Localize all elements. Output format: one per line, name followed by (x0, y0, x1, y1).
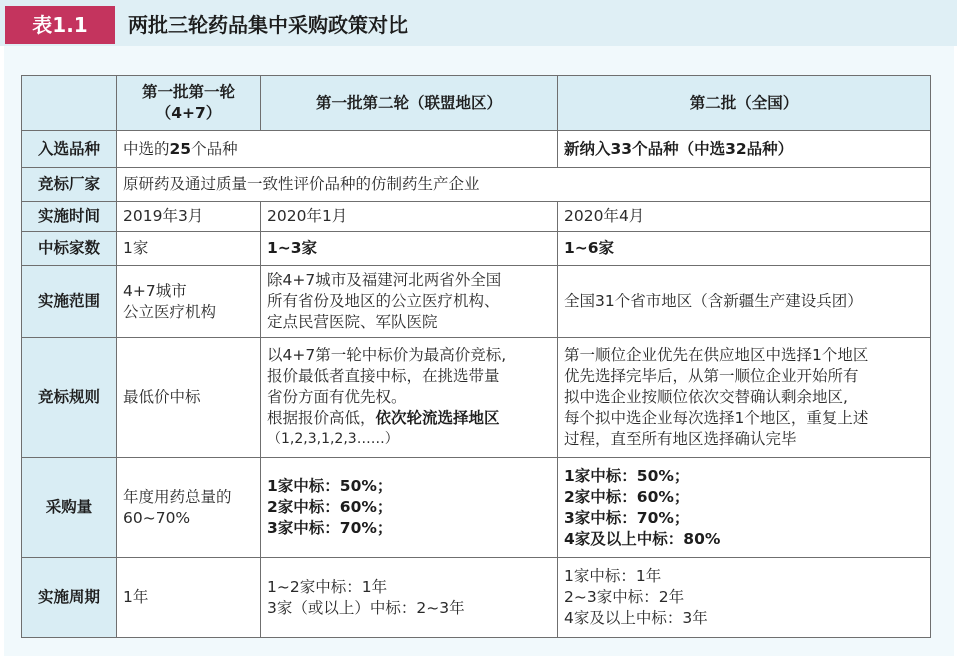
table-title: 两批三轮药品集中采购政策对比 (128, 13, 408, 37)
cell-line: 公立医疗机构 (123, 302, 217, 321)
cell-line: 每个拟中选企业每次选择1个地区，重复上述 (564, 409, 869, 427)
cell-line (267, 408, 551, 429)
table-cell (261, 558, 558, 638)
cell-line: 优先选择完毕后，从第一顺位企业开始所有 (564, 367, 859, 385)
column-header-line: （4+7） (155, 104, 222, 122)
table-row (22, 232, 931, 266)
cell-line: 1家中标：50%； (564, 466, 690, 485)
row-header: 实施时间 (22, 202, 117, 232)
cell-line: 1家中标：1年 (564, 567, 662, 585)
column-header-batch1-round2: 第一批第二轮（联盟地区） (261, 76, 558, 131)
cell-line: 3家中标：70%； (267, 519, 393, 537)
table-cell: 2019年3月 (117, 202, 261, 232)
cell-line: 4家及以上中标：3年 (564, 609, 708, 627)
row-header: 竞标厂家 (22, 168, 117, 202)
row-header: 竞标规则 (22, 338, 117, 458)
policy-comparison-table (21, 75, 931, 638)
cell-number: 25 (169, 139, 192, 158)
table-cell (558, 458, 931, 558)
table-cell: 原研药及通过质量一致性评价品种的仿制药生产企业 (117, 168, 931, 202)
table-cell (558, 558, 931, 638)
cell-line: 3家中标：70%； (564, 508, 690, 527)
cell-line: 第一顺位企业优先在供应地区中选择1个地区 (564, 346, 869, 364)
cell-text: 个品种 (191, 139, 238, 158)
cell-line: 过程，直至所有地区选择确认完毕 (564, 430, 797, 448)
table-row (22, 266, 931, 338)
table-cell (117, 458, 261, 558)
table-number-badge: 表1.1 (5, 6, 115, 44)
cell-line: 拟中选企业按顺位依次交替确认剩余地区, (564, 388, 848, 406)
row-header: 采购量 (22, 458, 117, 558)
cell-line: （1,2,3,1,2,3……） (267, 431, 399, 447)
table-cell: 1家 (117, 232, 261, 266)
table-cell: 1~3家 (261, 232, 558, 266)
cell-line: 60~70% (123, 508, 191, 527)
title-bar (0, 0, 957, 46)
cell-text-bold: 依次轮流选择地区 (375, 409, 500, 427)
cell-line: 省份方面有优先权。 (267, 388, 407, 406)
cell-line: 报价最低者直接中标，在挑选带量 (267, 367, 500, 385)
column-header-batch1-round1 (117, 76, 261, 131)
table-cell: 1年 (117, 558, 261, 638)
row-header: 实施范围 (22, 266, 117, 338)
table-row (22, 558, 931, 638)
table-cell: 2020年4月 (558, 202, 931, 232)
table-row (22, 338, 931, 458)
table-cell (117, 131, 558, 168)
row-header: 中标家数 (22, 232, 117, 266)
table-cell: 1~6家 (558, 232, 931, 266)
cell-line: 所有省份及地区的公立医疗机构、 (267, 292, 500, 310)
column-header-line: 第一批第一轮 (141, 83, 235, 101)
cell-line: 2家中标：60%； (564, 487, 690, 506)
table-cell (117, 266, 261, 338)
cell-text: 根据报价高低， (267, 409, 376, 427)
table-cell: 2020年1月 (261, 202, 558, 232)
cell-line: 3家（或以上）中标：2~3年 (267, 598, 465, 617)
table-cell: 全国31个省市地区（含新疆生产建设兵团） (558, 266, 931, 338)
cell-line: 2~3家中标：2年 (564, 588, 685, 606)
cell-line: 4+7城市 (123, 281, 187, 300)
table-cell (261, 266, 558, 338)
table-cell (261, 458, 558, 558)
cell-line: 1~2家中标：1年 (267, 577, 388, 596)
header-corner (22, 76, 117, 131)
table-row (22, 168, 931, 202)
table-row (22, 202, 931, 232)
header-row (22, 76, 931, 131)
cell-line: 定点民营医院、军队医院 (267, 313, 438, 331)
table-cell: 最低价中标 (117, 338, 261, 458)
table-cell (261, 338, 558, 458)
cell-line: 2家中标：60%； (267, 498, 393, 516)
table-row (22, 131, 931, 168)
cell-line: 4家及以上中标：80% (564, 529, 721, 548)
cell-line: 以4+7第一轮中标价为最高价竞标, (267, 346, 507, 364)
table-row (22, 458, 931, 558)
cell-line: 1家中标：50%； (267, 477, 393, 495)
table-cell (558, 338, 931, 458)
cell-line: 除4+7城市及福建河北两省外全国 (267, 271, 502, 289)
row-header: 实施周期 (22, 558, 117, 638)
cell-line: 年度用药总量的 (123, 487, 232, 506)
row-header: 入选品种 (22, 131, 117, 168)
table-cell: 新纳入33个品种（中选32品种） (558, 131, 931, 168)
cell-text: 中选的 (123, 139, 170, 158)
column-header-batch2: 第二批（全国） (558, 76, 931, 131)
